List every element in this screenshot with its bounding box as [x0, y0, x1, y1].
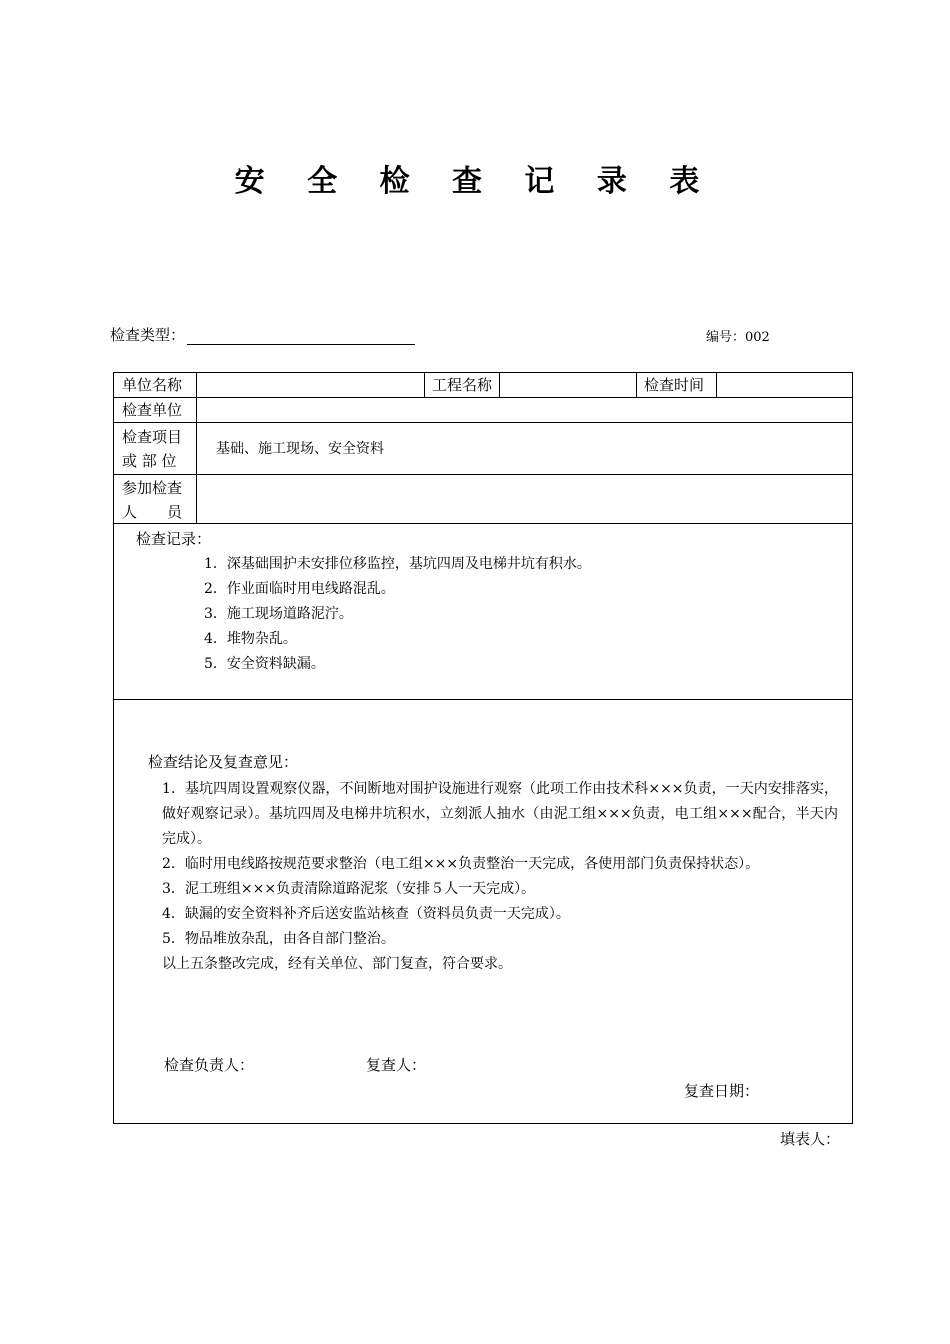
inspection-unit-value[interactable]	[196, 398, 852, 422]
conclusion-summary: 以上五条整改完成，经有关单位、部门复查，符合要求。	[162, 956, 512, 972]
participants-label-line2: 人 员	[122, 503, 183, 521]
conclusion-block	[148, 750, 838, 977]
inspection-time-value[interactable]	[716, 373, 852, 397]
unit-name-value[interactable]	[196, 373, 424, 397]
unit-name-label: 单位名称	[122, 376, 183, 394]
inspection-record-section	[114, 524, 852, 700]
conclusion-item: 2．临时用电线路按规范要求整治（电工组×××负责整治一天完成，各使用部门负责保持状态）。	[162, 856, 760, 872]
conclusion-item: 4．缺漏的安全资料补齐后送安监站核查（资料员负责一天完成）。	[162, 906, 570, 922]
responsible-person-label: 检查负责人：	[164, 1056, 255, 1074]
inspection-record-title: 检查记录：	[136, 530, 212, 548]
inspection-record-list	[204, 552, 591, 677]
record-item: 5．安全资料缺漏。	[204, 656, 325, 672]
review-date-label: 复查日期：	[684, 1082, 760, 1100]
form-filler-label: 填表人：	[780, 1130, 841, 1148]
conclusion-item: 1．基坑四周设置观察仪器，不间断地对围护设施进行观察（此项工作由技术科×××负责，一天内安排落实，做好观察记录）。基坑四周及电梯井坑积水，立刻派人抽水（由泥工组×××负责，电工组×××配合，半天内完成）。	[162, 781, 838, 847]
record-item: 2．作业面临时用电线路混乱。	[204, 581, 395, 597]
reviewer-label: 复查人：	[366, 1056, 427, 1074]
participants-label-line1: 参加检查	[122, 479, 183, 497]
inspection-item-value[interactable]: 基础、施工现场、安全资料	[216, 441, 384, 457]
inspection-table	[113, 372, 853, 1124]
document-title: 安 全 检 查 记 录 表	[234, 164, 716, 199]
project-name-label: 工程名称	[432, 376, 493, 394]
inspection-unit-label: 检查单位	[122, 401, 183, 419]
conclusion-item: 5．物品堆放杂乱，由各自部门整治。	[162, 931, 395, 947]
inspection-time-label: 检查时间	[644, 376, 705, 394]
conclusion-title: 检查结论及复查意见：	[148, 753, 299, 771]
participants-label	[114, 475, 196, 523]
project-name-value[interactable]	[499, 373, 636, 397]
conclusion-item: 3．泥工班组×××负责清除道路泥浆（安排５人一天完成）。	[162, 881, 536, 897]
record-item: 4．堆物杂乱。	[204, 631, 297, 647]
record-item: 1．深基础围护未安排位移监控，基坑四周及电梯井坑有积水。	[204, 556, 591, 572]
participants-value[interactable]	[196, 475, 852, 523]
row-unit	[114, 373, 852, 398]
row-inspection-item	[114, 423, 852, 475]
conclusion-section	[114, 700, 852, 1124]
record-number: 编号：002	[706, 330, 770, 345]
inspection-type-blank[interactable]	[187, 326, 415, 345]
inspection-item-label	[114, 423, 196, 474]
record-item: 3．施工现场道路泥泞。	[204, 606, 353, 622]
inspection-item-label-line2: 或 部 位	[122, 452, 177, 470]
inspection-item-label-line1: 检查项目	[122, 428, 183, 446]
row-participants	[114, 475, 852, 524]
row-inspection-unit	[114, 398, 852, 423]
inspection-type-field	[110, 324, 415, 345]
inspection-type-label: 检查类型：	[110, 326, 186, 344]
